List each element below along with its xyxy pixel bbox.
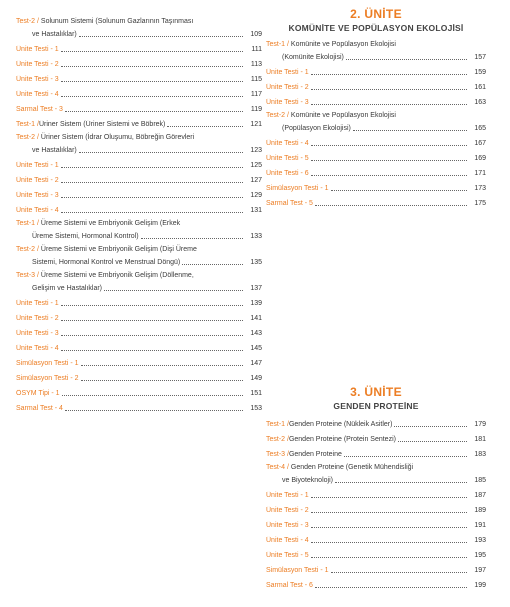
- toc-entry-text: [266, 420, 470, 429]
- dot-leader: [81, 380, 243, 381]
- dot-leader: [79, 152, 243, 153]
- toc-entry[interactable]: [266, 79, 486, 94]
- toc-entry-label: Ünite Testi - 3: [16, 330, 59, 337]
- toc-entry-text: [16, 359, 246, 368]
- dot-leader: [167, 126, 243, 127]
- dot-leader: [394, 426, 467, 427]
- dot-leader: [311, 542, 467, 543]
- toc-entry-label: Test-1 /: [266, 421, 289, 428]
- toc-entry-text: [266, 551, 470, 560]
- toc-entry-continuation: [16, 28, 262, 41]
- toc-entry-label: Ünite Testi - 1: [16, 46, 59, 53]
- toc-entry[interactable]: [16, 86, 262, 101]
- unit-subtitle: GENDEN PROTEİNE: [333, 401, 419, 411]
- toc-entry-label: Simülasyon Testi - 1: [266, 567, 329, 574]
- toc-entry-text: [16, 161, 246, 170]
- dot-leader: [81, 365, 243, 366]
- toc-entry-label: Simülasyon Testi - 1: [266, 185, 329, 192]
- page-number: 127: [250, 177, 262, 184]
- toc-entry-label: Ünite Testi - 1: [266, 69, 309, 76]
- toc-entry[interactable]: [16, 15, 262, 41]
- toc-entry[interactable]: [16, 71, 262, 86]
- toc-entry-label: Sarmal Test - 3: [16, 106, 63, 113]
- toc-entry-text: [266, 184, 470, 193]
- toc-entry-label: Simülasyon Testi - 2: [16, 375, 79, 382]
- toc-entry-continuation-text: (Popülasyon Ekolojisi): [282, 125, 351, 132]
- toc-entry[interactable]: [16, 385, 262, 400]
- toc-entry-label: ÖSYM Tipi - 1: [16, 390, 60, 397]
- dot-leader: [331, 572, 467, 573]
- toc-entry-first-line: [266, 461, 486, 474]
- toc-entry[interactable]: [16, 217, 262, 243]
- page-number: 139: [250, 300, 262, 307]
- toc-entry-first-line: [16, 15, 262, 28]
- toc-entry[interactable]: [266, 38, 486, 64]
- toc-entry[interactable]: [16, 295, 262, 310]
- dot-leader: [141, 238, 243, 239]
- toc-entry[interactable]: [266, 165, 486, 180]
- toc-entry[interactable]: [16, 370, 262, 385]
- toc-entry-text: [16, 404, 246, 413]
- toc-entry-continuation-text: ve Hastalıklar): [32, 31, 77, 38]
- toc-entry-label: Ünite Testi - 1: [16, 162, 59, 169]
- toc-entry[interactable]: [16, 269, 262, 295]
- toc-entry-label: Test-4 /: [266, 464, 291, 471]
- dot-leader: [61, 167, 243, 168]
- toc-entry-continuation: [16, 144, 262, 157]
- toc-entry-text: [266, 154, 470, 163]
- toc-entry-continuation-text: Sistemi, Hormonal Kontrol ve Menstrual Döngü): [32, 259, 181, 266]
- toc-entry-title: Üriner Sistem (Üriner Sistemi ve Böbrek): [38, 121, 166, 128]
- toc-entry-label: Sarmal Test - 6: [266, 582, 313, 589]
- toc-entry[interactable]: [266, 416, 486, 431]
- toc-entry[interactable]: [266, 502, 486, 517]
- toc-entry[interactable]: [16, 131, 262, 157]
- toc-entry-label: Test-3 /: [266, 451, 289, 458]
- page-number: 165: [474, 125, 486, 132]
- toc-entry[interactable]: [16, 340, 262, 355]
- toc-entry-text: [266, 581, 470, 590]
- toc-entry-continuation: [266, 51, 486, 64]
- dot-leader: [61, 182, 243, 183]
- page-number: 187: [474, 492, 486, 499]
- toc-entry-label: Sarmal Test - 5: [266, 200, 313, 207]
- toc-entry-title: Genden Proteine (Protein Sentezi): [288, 436, 396, 443]
- page-number: 119: [250, 106, 262, 113]
- dot-leader: [61, 51, 243, 52]
- toc-entry[interactable]: [16, 187, 262, 202]
- toc-entry-first-line: [266, 38, 486, 51]
- page-number: 157: [474, 54, 486, 61]
- unit-subtitle: KOMÜNİTE VE POPÜLASYON EKOLOJİSİ: [288, 23, 464, 33]
- dot-leader: [61, 335, 243, 336]
- toc-entry[interactable]: [266, 446, 486, 461]
- toc-entry[interactable]: [266, 150, 486, 165]
- toc-entry-label: Ünite Testi - 5: [266, 155, 309, 162]
- toc-entry[interactable]: [16, 116, 262, 131]
- toc-entry[interactable]: [16, 400, 262, 415]
- toc-entry-title: Komünite ve Popülasyon Ekolojisi: [290, 112, 396, 119]
- toc-entry[interactable]: [16, 243, 262, 269]
- toc-entry-text: [266, 435, 470, 444]
- toc-entry-title: Genden Proteine: [288, 451, 342, 458]
- page-number: 197: [474, 567, 486, 574]
- toc-entry-label: Simülasyon Testi - 1: [16, 360, 79, 367]
- toc-entry-text: [16, 45, 246, 54]
- toc-entry-text: [16, 120, 246, 129]
- toc-entry-text: [266, 169, 470, 178]
- dot-leader: [311, 512, 467, 513]
- toc-entry[interactable]: [16, 101, 262, 116]
- toc-entry-text: [16, 75, 246, 84]
- toc-entry-text: [16, 314, 246, 323]
- dot-leader: [61, 197, 243, 198]
- page-number: 171: [474, 170, 486, 177]
- dot-leader: [311, 175, 467, 176]
- page-number: 145: [250, 345, 262, 352]
- toc-entry[interactable]: [266, 547, 486, 562]
- dot-leader: [65, 410, 243, 411]
- toc-entry-text: [16, 60, 246, 69]
- dot-leader: [104, 290, 243, 291]
- toc-entry[interactable]: [16, 157, 262, 172]
- toc-entry[interactable]: [266, 64, 486, 79]
- toc-entry-text: [16, 374, 246, 383]
- page-number: 131: [250, 207, 262, 214]
- dot-leader: [61, 350, 243, 351]
- toc-entry[interactable]: [266, 517, 486, 532]
- page-number: 191: [474, 522, 486, 529]
- toc-entry-label: Ünite Testi - 6: [266, 170, 309, 177]
- toc-entry[interactable]: [266, 577, 486, 592]
- page-number: 121: [250, 121, 262, 128]
- toc-entry-label: Ünite Testi - 2: [266, 507, 309, 514]
- dot-leader: [315, 205, 467, 206]
- dot-leader: [331, 190, 467, 191]
- toc-entry-title: Solunum Sistemi (Solunum Gazlarının Taşınması: [40, 18, 194, 25]
- toc-entry-continuation-text: Üreme Sistemi, Hormonal Kontrol): [32, 233, 139, 240]
- page-number: 167: [474, 140, 486, 147]
- toc-entry-continuation-text: ve Hastalıklar): [32, 147, 77, 154]
- toc-entry-text: [16, 206, 246, 215]
- unit-2-section: [266, 7, 486, 210]
- toc-entry-text: [266, 68, 470, 77]
- toc-entry-label: Ünite Testi - 4: [16, 207, 59, 214]
- unit-title: 2. ÜNİTE: [350, 7, 402, 21]
- toc-entry[interactable]: [16, 310, 262, 325]
- page-number: 163: [474, 99, 486, 106]
- page-number: 189: [474, 507, 486, 514]
- toc-entry-text: [266, 521, 470, 530]
- page-number: 193: [474, 537, 486, 544]
- toc-entry-label: Test-1 /: [16, 220, 41, 227]
- toc-entry-label: Test-3 /: [16, 272, 41, 279]
- toc-entry[interactable]: [266, 195, 486, 210]
- toc-entry[interactable]: [16, 355, 262, 370]
- toc-entry-title: Üriner Sistem (İdrar Oluşumu, Böbreğin Görevleri: [40, 134, 195, 141]
- dot-leader: [61, 320, 243, 321]
- page-number: 159: [474, 69, 486, 76]
- toc-entry-first-line: [16, 269, 262, 282]
- toc-entry-continuation: [266, 474, 486, 487]
- toc-entry-label: Ünite Testi - 2: [16, 61, 59, 68]
- toc-entry-text: [16, 299, 246, 308]
- toc-entry-label: Ünite Testi - 3: [266, 522, 309, 529]
- toc-entry-text: [16, 105, 246, 114]
- toc-entry[interactable]: [266, 487, 486, 502]
- toc-entry-text: [266, 491, 470, 500]
- toc-entry-text: [16, 329, 246, 338]
- page-number: 143: [250, 330, 262, 337]
- toc-entry-label: Ünite Testi - 2: [16, 315, 59, 322]
- page-number: 153: [250, 405, 262, 412]
- toc-entry[interactable]: [266, 562, 486, 577]
- toc-entry[interactable]: [16, 202, 262, 217]
- toc-entry-first-line: [266, 109, 486, 122]
- page-number: 129: [250, 192, 262, 199]
- toc-entry-continuation: [16, 282, 262, 295]
- toc-entry[interactable]: [266, 532, 486, 547]
- toc-entry[interactable]: [266, 180, 486, 195]
- page-number: 123: [250, 147, 262, 154]
- toc-entry[interactable]: [16, 325, 262, 340]
- toc-entry-first-line: [16, 131, 262, 144]
- page-number: 141: [250, 315, 262, 322]
- toc-entry-text: [16, 176, 246, 185]
- toc-entry-title: Üreme Sistemi ve Embriyonik Gelişim (Dişi Üreme: [40, 246, 197, 253]
- dot-leader: [353, 130, 467, 131]
- toc-entry-continuation: [16, 256, 262, 269]
- toc-entry-label: Ünite Testi - 4: [266, 140, 309, 147]
- page-number: 115: [250, 76, 262, 83]
- page-number: 169: [474, 155, 486, 162]
- toc-entry-label: Test-2 /: [16, 246, 41, 253]
- page-number: 185: [474, 477, 486, 484]
- toc-entry-title: Genden Proteine (Nükleik Asitler): [288, 421, 393, 428]
- dot-leader: [311, 74, 467, 75]
- toc-entry[interactable]: [266, 94, 486, 109]
- page-number: 137: [250, 285, 262, 292]
- page-number: 111: [251, 46, 262, 53]
- toc-entry-label: Ünite Testi - 3: [16, 192, 59, 199]
- dot-leader: [311, 497, 467, 498]
- page-number: 181: [474, 436, 486, 443]
- toc-entry-continuation-text: ve Biyoteknoloji): [282, 477, 333, 484]
- dot-leader: [61, 305, 243, 306]
- toc-entry-label: Test-1 /: [16, 121, 39, 128]
- unit-3-section: [266, 385, 486, 592]
- toc-entry-text: [16, 344, 246, 353]
- page-number: 117: [250, 91, 262, 98]
- dot-leader: [335, 482, 467, 483]
- toc-entry-title: Komünite ve Popülasyon Ekolojisi: [290, 41, 396, 48]
- toc-entry-first-line: [16, 243, 262, 256]
- page-number: 183: [474, 451, 486, 458]
- page-number: 109: [250, 31, 262, 38]
- page-number: 125: [250, 162, 262, 169]
- toc-entry-label: Ünite Testi - 4: [16, 345, 59, 352]
- page-number: 173: [474, 185, 486, 192]
- toc-entry-text: [266, 139, 470, 148]
- dot-leader: [61, 212, 243, 213]
- toc-entry[interactable]: [16, 56, 262, 71]
- dot-leader: [344, 456, 467, 457]
- toc-entry-continuation-text: Gelişim ve Hastalıklar): [32, 285, 103, 292]
- dot-leader: [65, 111, 243, 112]
- toc-entry-title: Genden Proteine (Genetik Mühendisliği: [290, 464, 414, 471]
- toc-entry-text: [16, 389, 246, 398]
- toc-entry-label: Ünite Testi - 4: [266, 537, 309, 544]
- toc-entry-text: [266, 98, 470, 107]
- page-number: 133: [250, 233, 262, 240]
- toc-entry-label: Test-2 /: [16, 18, 41, 25]
- page-number: 199: [474, 582, 486, 589]
- toc-entry[interactable]: [16, 41, 262, 56]
- unit-2-toc-list: [266, 38, 486, 210]
- toc-entry-continuation-text: (Komünite Ekolojisi): [282, 54, 344, 61]
- toc-entry-label: Test-2 /: [266, 112, 291, 119]
- toc-entry-label: Ünite Testi - 1: [16, 300, 59, 307]
- dot-leader: [311, 557, 467, 558]
- toc-entry-label: Sarmal Test - 4: [16, 405, 63, 412]
- toc-entry-text: [266, 506, 470, 515]
- dot-leader: [311, 160, 467, 161]
- left-toc-column: [16, 15, 262, 415]
- dot-leader: [79, 36, 243, 37]
- toc-entry-label: Ünite Testi - 2: [16, 177, 59, 184]
- page-number: 149: [250, 375, 262, 382]
- toc-entry-label: Ünite Testi - 1: [266, 492, 309, 499]
- toc-entry-text: [16, 90, 246, 99]
- toc-entry-text: [16, 191, 246, 200]
- page-number: 175: [474, 200, 486, 207]
- toc-entry-label: Test-2 /: [266, 436, 289, 443]
- toc-entry-label: Ünite Testi - 5: [266, 552, 309, 559]
- toc-entry[interactable]: [266, 109, 486, 135]
- dot-leader: [311, 527, 467, 528]
- page-number: 195: [474, 552, 486, 559]
- dot-leader: [61, 96, 243, 97]
- toc-entry[interactable]: [16, 172, 262, 187]
- dot-leader: [61, 81, 243, 82]
- page-number: 161: [474, 84, 486, 91]
- toc-entry-label: Ünite Testi - 3: [266, 99, 309, 106]
- unit-title: 3. ÜNİTE: [350, 385, 402, 399]
- dot-leader: [61, 66, 243, 67]
- page-number: 151: [250, 390, 262, 397]
- toc-entry-text: [266, 450, 470, 459]
- toc-entry-text: [266, 566, 470, 575]
- page-number: 147: [250, 360, 262, 367]
- page-number: 179: [474, 421, 486, 428]
- toc-entry-title: Üreme Sistemi ve Embriyonik Gelişim (Erkek: [40, 220, 181, 227]
- page-number: 135: [250, 259, 262, 266]
- page-number: 113: [250, 61, 262, 68]
- dot-leader: [346, 59, 467, 60]
- toc-entry-label: Test-2 /: [16, 134, 41, 141]
- toc-entry-text: [266, 536, 470, 545]
- dot-leader: [315, 587, 467, 588]
- toc-entry[interactable]: [266, 461, 486, 487]
- toc-entry-label: Test-1 /: [266, 41, 291, 48]
- toc-entry-label: Ünite Testi - 4: [16, 91, 59, 98]
- toc-entry-continuation: [16, 230, 262, 243]
- dot-leader: [398, 441, 467, 442]
- toc-entry-label: Ünite Testi - 2: [266, 84, 309, 91]
- toc-entry[interactable]: [266, 135, 486, 150]
- unit-3-toc-list: [266, 416, 486, 592]
- toc-entry-text: [266, 83, 470, 92]
- toc-entry-continuation: [266, 122, 486, 135]
- dot-leader: [182, 264, 243, 265]
- dot-leader: [311, 104, 467, 105]
- dot-leader: [311, 89, 467, 90]
- dot-leader: [311, 145, 467, 146]
- toc-entry-text: [266, 199, 470, 208]
- toc-entry-first-line: [16, 217, 262, 230]
- dot-leader: [62, 395, 243, 396]
- toc-entry-label: Ünite Testi - 3: [16, 76, 59, 83]
- toc-entry-title: Üreme Sistemi ve Embriyonik Gelişim (Döllenme,: [40, 272, 194, 279]
- toc-entry[interactable]: [266, 431, 486, 446]
